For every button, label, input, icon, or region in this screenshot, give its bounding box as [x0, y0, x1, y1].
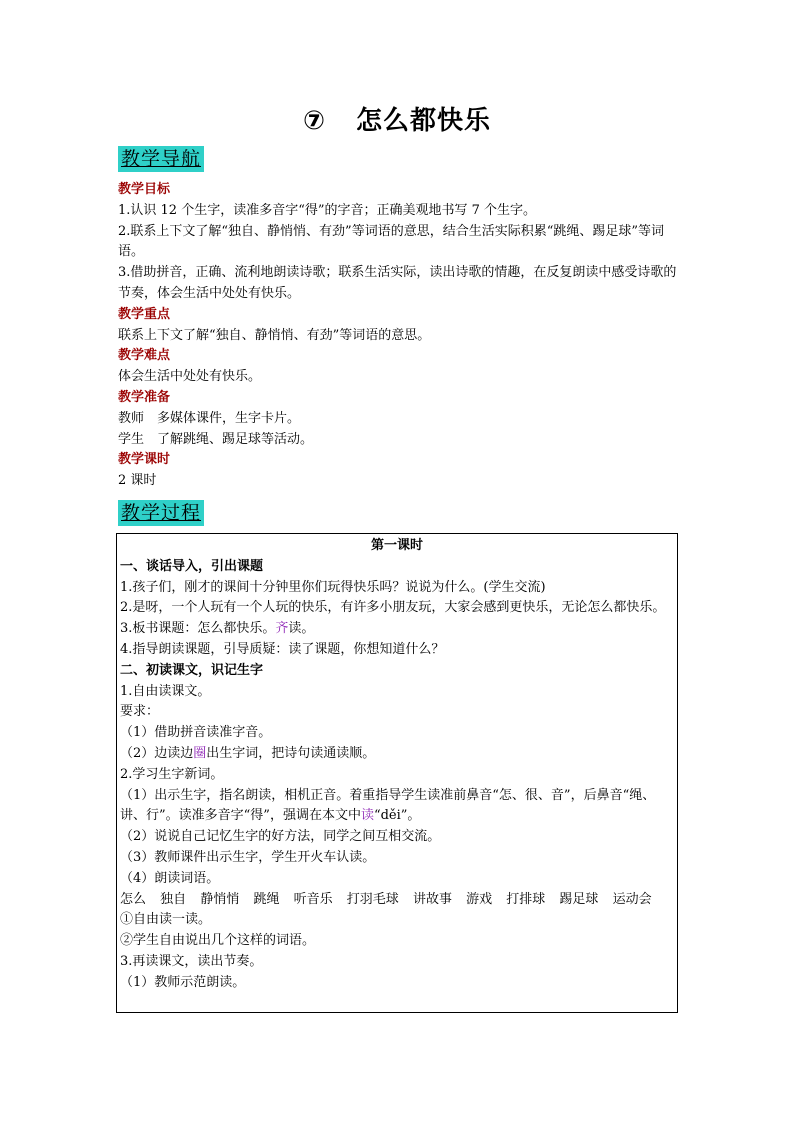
- section-heading: 教学准备: [118, 389, 171, 405]
- section-line: 2.联系上下文了解“独自、静悄悄、有劲”等词语的意思，结合生活实际积累“跳绳、踢足球”等词语。: [118, 223, 664, 260]
- highlight-char: 圈: [193, 745, 207, 761]
- process-line: 3.再读课文，读出节奏。: [120, 953, 263, 969]
- section-line: 1.认识 12 个生字，读准多音字“得”的字音；正确美观地书写 7 个生字。: [118, 202, 537, 218]
- word-list: [120, 890, 674, 911]
- process-line: （1）出示生字，指名朗读，相机正音。着重指导学生读准前鼻音“怎、很、音”，后鼻音“绳、讲、行”。读准多音字“得”，强调在本文中读“děi”。: [120, 787, 656, 824]
- section-line: 学生 了解跳绳、踢足球等活动。: [118, 431, 314, 447]
- process-banner: 教学过程: [118, 500, 204, 526]
- process-line: 2.学习生字新词。: [120, 766, 224, 782]
- word: 游戏: [466, 891, 493, 907]
- section-line: 体会生活中处处有快乐。: [118, 369, 262, 385]
- process-line: 3.板书课题：怎么都快乐。齐读。: [120, 621, 315, 637]
- process-line: （4）朗读词语。: [120, 870, 220, 886]
- word: 打排球: [506, 891, 546, 907]
- lesson-number: ⑦: [302, 106, 326, 136]
- teaching-nav: [118, 180, 683, 492]
- section-line: 2 课时: [118, 473, 157, 489]
- process-line: 1.孩子们，刚才的课间十分钟里你们玩得快乐吗？说说为什么。(学生交流): [120, 579, 546, 595]
- process-line: 要求：: [120, 704, 160, 720]
- process-line: 1.自由读课文。: [120, 683, 211, 699]
- process-line: 4.指导朗读课题，引导质疑：读了课题，你想知道什么？: [120, 641, 445, 657]
- section-heading: 教学难点: [118, 348, 171, 364]
- section-line: 3.借助拼音，正确、流利地朗读诗歌；联系生活实际，读出诗歌的情趣，在反复朗读中感受诗歌的节奏，体会生活中处处有快乐。: [118, 265, 677, 301]
- part-heading: 一、谈话导入，引出课题: [120, 558, 264, 574]
- word: 运动会: [612, 891, 652, 907]
- page-title: [0, 100, 794, 137]
- section-heading: 教学课时: [118, 452, 171, 468]
- process-line: （1）借助拼音读准字音。: [120, 725, 272, 741]
- word: 静悄悄: [200, 891, 240, 907]
- nav-banner: 教学导航: [118, 146, 204, 172]
- word: 讲故事: [412, 891, 452, 907]
- highlight-char: 齐: [275, 621, 289, 637]
- lesson-process-box: [116, 533, 678, 1013]
- word: 独自: [160, 891, 187, 907]
- process-line: ①自由读一读。: [120, 912, 212, 928]
- lesson-title-text: 怎么都快乐: [356, 106, 492, 136]
- highlight-char: 读: [360, 808, 374, 824]
- lesson-period-title: 第一课时: [370, 538, 423, 553]
- process-line: （3）教师课件出示生字，学生开火车认读。: [120, 849, 376, 865]
- section-heading: 教学目标: [118, 182, 171, 197]
- part-heading: 二、初读课文，识记生字: [120, 662, 264, 678]
- word: 踢足球: [559, 891, 599, 907]
- process-line: ②学生自由说出几个这样的词语。: [120, 933, 316, 949]
- section-line: 教师 多媒体课件，生字卡片。: [118, 410, 301, 426]
- section-line: 联系上下文了解“独自、静悄悄、有劲”等词语的意思。: [118, 327, 431, 343]
- section-heading: 教学重点: [118, 306, 171, 322]
- process-line: 2.是呀，一个人玩有一个人玩的快乐，有许多小朋友玩，大家会感到更快乐，无论怎么都快乐。: [120, 600, 666, 616]
- process-line: （2）说说自己记忆生字的好方法，同学之间互相交流。: [120, 829, 441, 845]
- process-line: （2）边读边圈出生字词，把诗句读通读顺。: [120, 745, 376, 761]
- word: 打羽毛球: [346, 891, 399, 907]
- word: 听音乐: [293, 891, 333, 907]
- word: 怎么: [120, 891, 147, 907]
- word: 跳绳: [253, 891, 280, 907]
- process-line: （1）教师示范朗读。: [120, 974, 246, 990]
